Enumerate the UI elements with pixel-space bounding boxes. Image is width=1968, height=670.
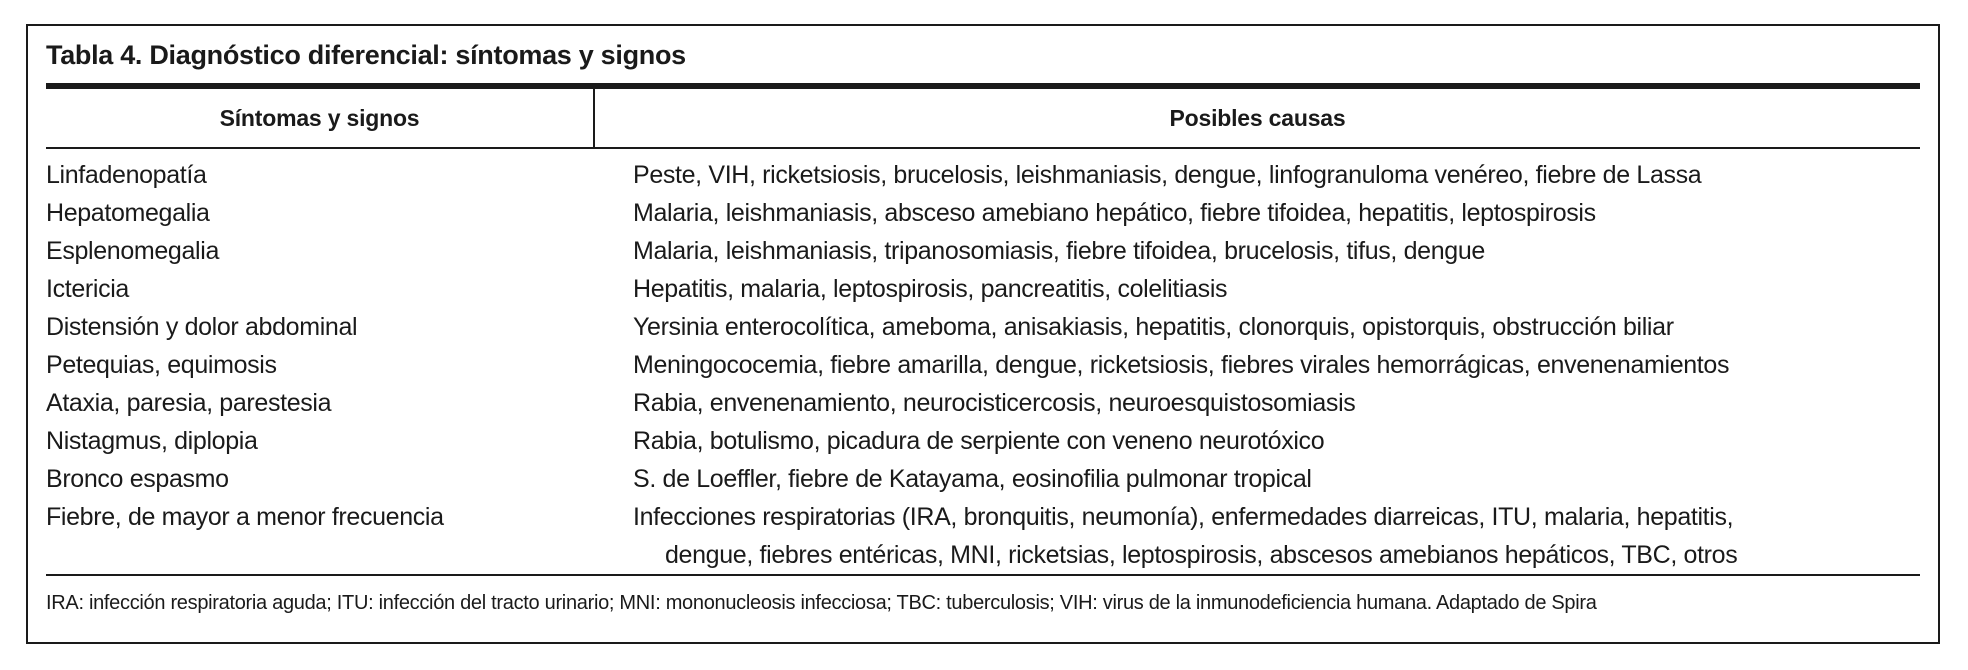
header-symptoms: Síntomas y signos bbox=[219, 105, 420, 131]
bottom-rule bbox=[46, 574, 1920, 576]
symptom-cell: Nistagmus, diplopia bbox=[46, 427, 258, 455]
table-container bbox=[46, 26, 1920, 642]
header-causes: Posibles causas bbox=[1169, 105, 1346, 131]
table-header bbox=[46, 89, 1920, 149]
causes-cell: S. de Loeffler, fiebre de Katayama, eosinofilia pulmonar tropical bbox=[633, 465, 1312, 493]
symptom-cell: Petequias, equimosis bbox=[46, 351, 277, 379]
causes-cell: Hepatitis, malaria, leptospirosis, pancreatitis, colelitiasis bbox=[633, 275, 1228, 303]
table-row bbox=[46, 460, 1920, 498]
table-row bbox=[46, 156, 1920, 194]
table-row bbox=[46, 346, 1920, 384]
symptom-cell: Fiebre, de mayor a menor frecuencia bbox=[46, 503, 444, 531]
table-frame bbox=[26, 24, 1940, 644]
table-row bbox=[46, 194, 1920, 232]
causes-cell: Malaria, leishmaniasis, absceso amebiano hepático, fiebre tifoidea, hepatitis, leptospirosis bbox=[633, 199, 1596, 227]
causes-cell: Yersinia enterocolítica, ameboma, anisakiasis, hepatitis, clonorquis, opistorquis, obstrucción biliar bbox=[633, 313, 1674, 341]
symptom-cell: Ataxia, paresia, parestesia bbox=[46, 389, 332, 417]
symptom-cell: Distensión y dolor abdominal bbox=[46, 313, 358, 341]
table-row bbox=[46, 308, 1920, 346]
symptom-cell: Esplenomegalia bbox=[46, 237, 219, 265]
table-row bbox=[46, 422, 1920, 460]
symptom-cell: Bronco espasmo bbox=[46, 465, 229, 493]
causes-cell: Rabia, envenenamiento, neurocisticercosis, neuroesquistosomiasis bbox=[633, 389, 1356, 417]
table-row bbox=[46, 270, 1920, 308]
causes-text: Infecciones respiratorias (IRA, bronquitis, neumonía), enfermedades diarreicas, ITU, malaria, hepatitis, bbox=[633, 503, 1734, 531]
causes-cell: Rabia, botulismo, picadura de serpiente con veneno neurotóxico bbox=[633, 427, 1325, 455]
symptom-cell: Ictericia bbox=[46, 275, 129, 303]
table-row bbox=[46, 498, 1920, 574]
table-title: Tabla 4. Diagnóstico diferencial: síntomas y signos bbox=[46, 40, 686, 70]
table-body bbox=[46, 156, 1920, 574]
causes-cell: Malaria, leishmaniasis, tripanosomiasis, fiebre tifoidea, brucelosis, tifus, dengue bbox=[633, 237, 1485, 265]
causes-cell: Meningococemia, fiebre amarilla, dengue, ricketsiosis, fiebres virales hemorrágicas, envenenamientos bbox=[633, 351, 1730, 379]
causes-text-continued: dengue, fiebres entéricas, MNI, ricketsias, leptospirosis, abscesos amebianos hepáticos, TBC, otros bbox=[665, 541, 1738, 569]
causes-cell: Peste, VIH, ricketsiosis, brucelosis, leishmaniasis, dengue, linfogranuloma venéreo, fiebre de Lassa bbox=[633, 161, 1702, 189]
symptom-cell: Hepatomegalia bbox=[46, 199, 210, 227]
header-column-divider bbox=[593, 89, 595, 149]
table-row bbox=[46, 232, 1920, 270]
table-footnote: IRA: infección respiratoria aguda; ITU: infección del tracto urinario; MNI: mononucleosis infecciosa; TBC: tuberculosis; VIH: virus de la inmunodeficiencia humana. Adaptado de Spira bbox=[46, 592, 1597, 614]
table-row bbox=[46, 384, 1920, 422]
symptom-cell: Linfadenopatía bbox=[46, 161, 207, 189]
causes-cell bbox=[633, 498, 1920, 574]
